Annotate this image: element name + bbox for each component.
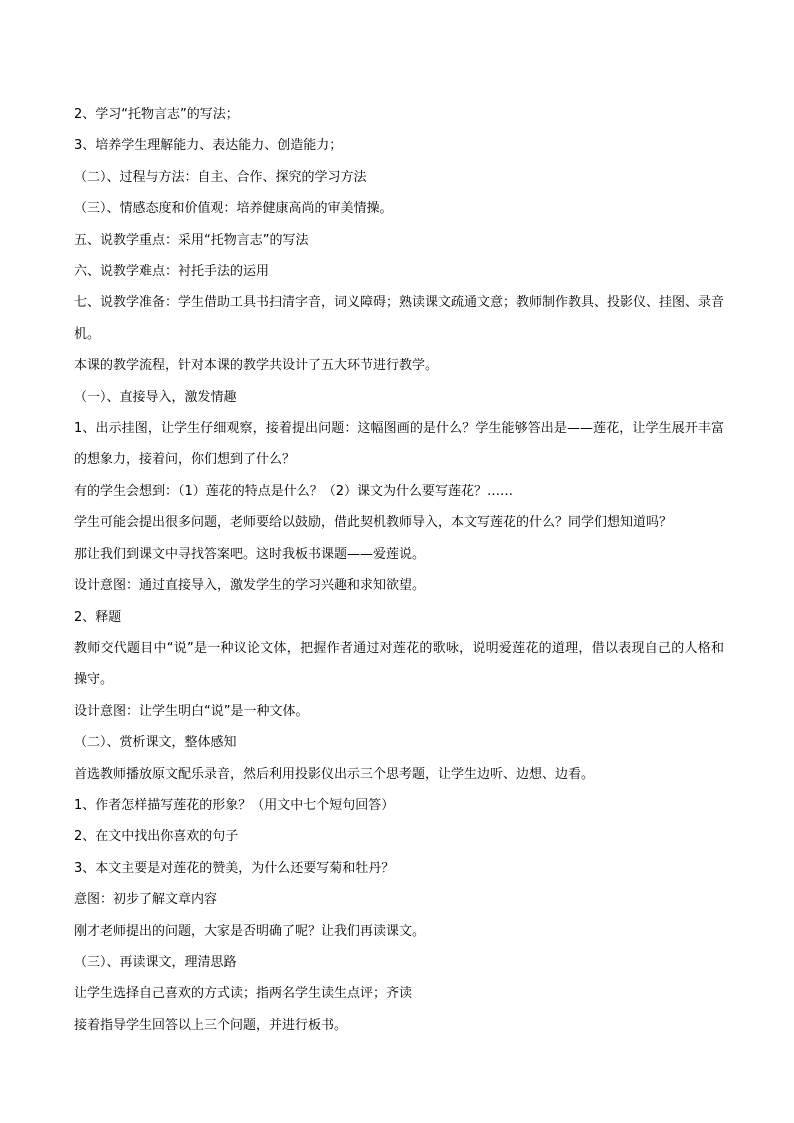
paragraph-teacher-encourage: 学生可能会提出很多问题，老师要给以鼓励，借此契机教师导入，本文写莲花的什么？同学们想知道吗？ xyxy=(74,515,673,531)
section-heading-appreciate: （二）、赏析课文，整体感知 xyxy=(74,735,237,751)
document-body xyxy=(74,99,724,1041)
paragraph-guide-answers: 接着指导学生回答以上三个问题，并进行板书。 xyxy=(74,1017,348,1033)
paragraph-explain-title: 教师交代题目中“说”是一种议论文体，把握作者通过对莲花的歌咏，说明爱莲花的道理，借以表现自己的人格和操守。 xyxy=(74,640,724,688)
paragraph-show-picture: 1、出示挂图，让学生仔细观察，接着提出问题：这幅图画的是什么？学生能够答出是——莲花，让学生展开丰富的想象力，接着问，你们想到了什么？ xyxy=(74,421,724,468)
section-heading-explain-title: 2、释题 xyxy=(74,609,122,625)
section-heading-intro: （一）、直接导入，激发情趣 xyxy=(74,389,237,405)
paragraph-intent-3: 意图：初步了解文章内容 xyxy=(74,892,218,908)
paragraph-preparation: 七、说教学准备：学生借助工具书扫清字音，词义障碍；熟读课文疏通文意；教师制作教具、投影仪、挂图、录音机。 xyxy=(74,295,724,342)
paragraph-objective-2: 2、学习“托物言志”的写法； xyxy=(74,107,239,122)
paragraph-question-1: 1、作者怎样描写莲花的形象？（用文中七个短句回答） xyxy=(74,797,395,813)
paragraph-reading-methods: 让学生选择自己喜欢的方式读；指两名学生读生点评；齐读 xyxy=(74,986,413,1002)
paragraph-design-intent-2: 设计意图：让学生明白“说”是一种文体。 xyxy=(74,703,309,719)
paragraph-student-questions: 有的学生会想到：（1）莲花的特点是什么？（2）课文为什么要写莲花？…… xyxy=(74,483,514,499)
paragraph-objective-3: 3、培养学生理解能力、表达能力、创造能力； xyxy=(74,138,343,154)
paragraph-question-2: 2、在文中找出你喜欢的句子 xyxy=(74,829,239,845)
paragraph-reread-prompt: 刚才老师提出的问题，大家是否明确了呢？让我们再读课文。 xyxy=(74,923,426,939)
paragraph-play-recording: 首选教师播放原文配乐录音，然后利用投影仪出示三个思考题，让学生边听、边想、边看。 xyxy=(74,766,595,782)
paragraph-key-point: 五、说教学重点：采用“托物言志”的写法 xyxy=(74,232,309,248)
paragraph-question-3: 3、本文主要是对莲花的赞美，为什么还要写菊和牡丹？ xyxy=(74,860,395,876)
paragraph-design-intent-1: 设计意图：通过直接导入，激发学生的学习兴趣和求知欲望。 xyxy=(74,578,426,594)
paragraph-find-answer: 那让我们到课文中寻找答案吧。这时我板书课题——爱莲说。 xyxy=(74,546,426,562)
section-heading-reread: （三）、再读课文，理清思路 xyxy=(74,954,237,970)
paragraph-flow-intro: 本课的教学流程，针对本课的教学共设计了五大环节进行教学。 xyxy=(74,358,439,374)
paragraph-process-method: （二）、过程与方法：自主、合作、探究的学习方法 xyxy=(74,169,367,185)
paragraph-emotion-values: （三）、情感态度和价值观：培养健康高尚的审美情操。 xyxy=(74,201,393,217)
paragraph-difficulty: 六、说教学难点：衬托手法的运用 xyxy=(74,264,270,280)
